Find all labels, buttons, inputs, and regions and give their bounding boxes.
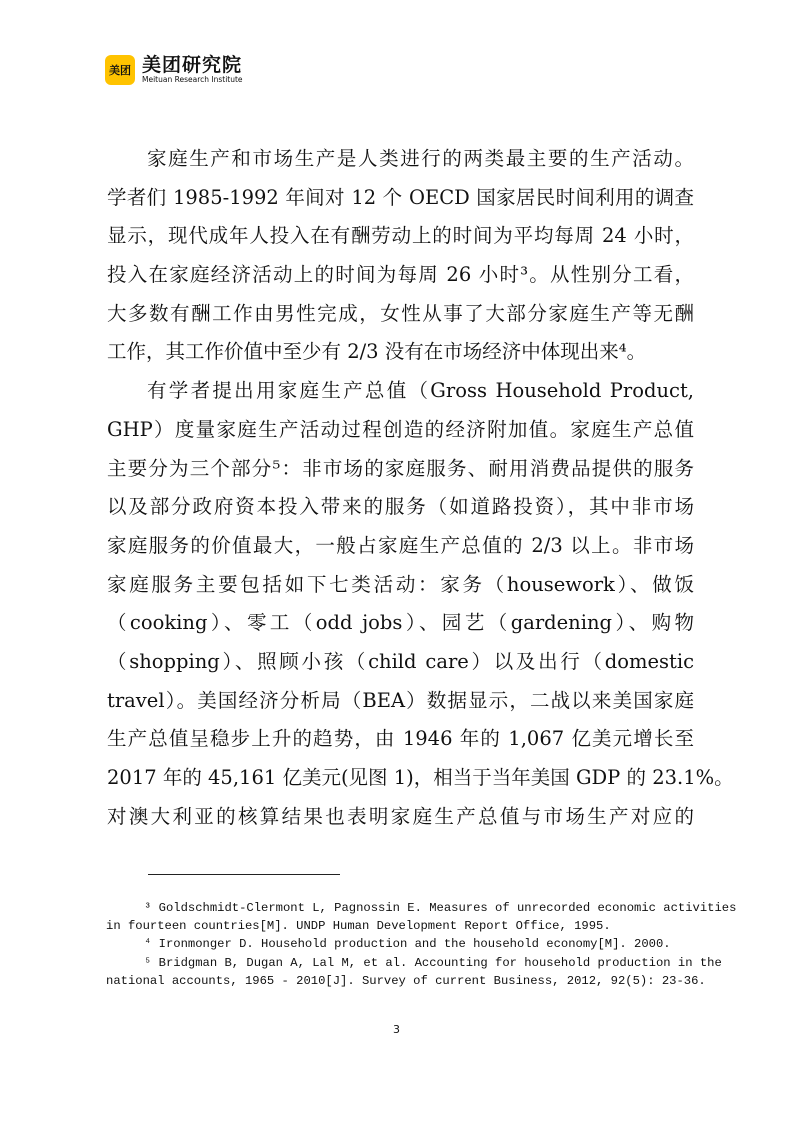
paragraph-line: 对澳大利亚的核算结果也表明家庭生产总值与市场生产对应的: [107, 804, 694, 828]
paragraph-line: 生产总值呈稳步上升的趋势，由 1946 年的 1,067 亿美元增长至: [107, 727, 694, 751]
logo-name-en: Meituan Research Institute: [142, 75, 243, 84]
paragraph-line: 大多数有酬工作由男性完成，女性从事了大部分家庭生产等无酬: [107, 301, 694, 325]
logo: [105, 55, 243, 85]
paragraph-line: 主要分为三个部分⁵：非市场的家庭服务、耐用消费品提供的服务: [107, 456, 694, 480]
paragraph-line: （shopping）、照顾小孩（child care）以及出行（domestic: [107, 649, 694, 673]
paragraph-line: 家庭服务的价值最大，一般占家庭生产总值的 2/3 以上。非市场: [107, 533, 694, 557]
body-text: [107, 140, 734, 836]
paragraph-line: travel）。美国经济分析局（BEA）数据显示，二战以来美国家庭: [107, 688, 694, 712]
paragraph-line: 显示，现代成年人投入在有酬劳动上的时间为平均每周 24 小时，: [107, 224, 694, 248]
footnote-4: ⁴ Ironmonger D. Household production and the household economy[M]. 2000.: [144, 937, 671, 952]
logo-name-cn: 美团研究院: [142, 54, 243, 76]
footnote-3-cont: in fourteen countries[M]. UNDP Human Development Report Office, 1995.: [106, 919, 611, 934]
footnotes: [106, 899, 737, 990]
page-number: 3: [393, 1023, 400, 1036]
paragraph-line: （cooking）、零工（odd jobs）、园艺（gardening）、购物: [107, 611, 694, 635]
paragraph-line: GHP）度量家庭生产活动过程创造的经济附加值。家庭生产总值: [107, 417, 694, 441]
logo-badge: 美团: [105, 55, 135, 85]
paragraph-line: 家庭生产和市场生产是人类进行的两类最主要的生产活动。: [147, 147, 694, 170]
paragraph-line: 以及部分政府资本投入带来的服务（如道路投资），其中非市场: [107, 495, 694, 519]
footnote-separator: [148, 874, 340, 875]
paragraph-line: 有学者提出用家庭生产总值（Gross Household Product,: [147, 379, 694, 403]
footnote-5-cont: national accounts, 1965 - 2010[J]. Survey of current Business, 2012, 92(5): 23-36.: [106, 973, 706, 988]
paragraph-line: 工作，其工作价值中至少有 2/3 没有在市场经济中体现出来⁴。: [107, 340, 647, 364]
paragraph-line: 投入在家庭经济活动上的时间为每周 26 小时³。从性别分工看，: [107, 263, 694, 287]
paragraph-line: 2017 年的 45,161 亿美元(见图 1)，相当于当年美国 GDP 的 23.1%。: [107, 766, 734, 789]
footnote-5: ⁵ Bridgman B, Dugan A, Lal M, et al. Accounting for household production in the: [144, 955, 722, 970]
paragraph-line: 家庭服务主要包括如下七类活动：家务（housework）、做饭: [107, 572, 694, 596]
paragraph-line: 学者们 1985-1992 年间对 12 个 OECD 国家居民时间利用的调查: [107, 185, 694, 209]
footnote-3: ³ Goldschmidt-Clermont L, Pagnossin E. Measures of unrecorded economic activities: [144, 901, 737, 915]
